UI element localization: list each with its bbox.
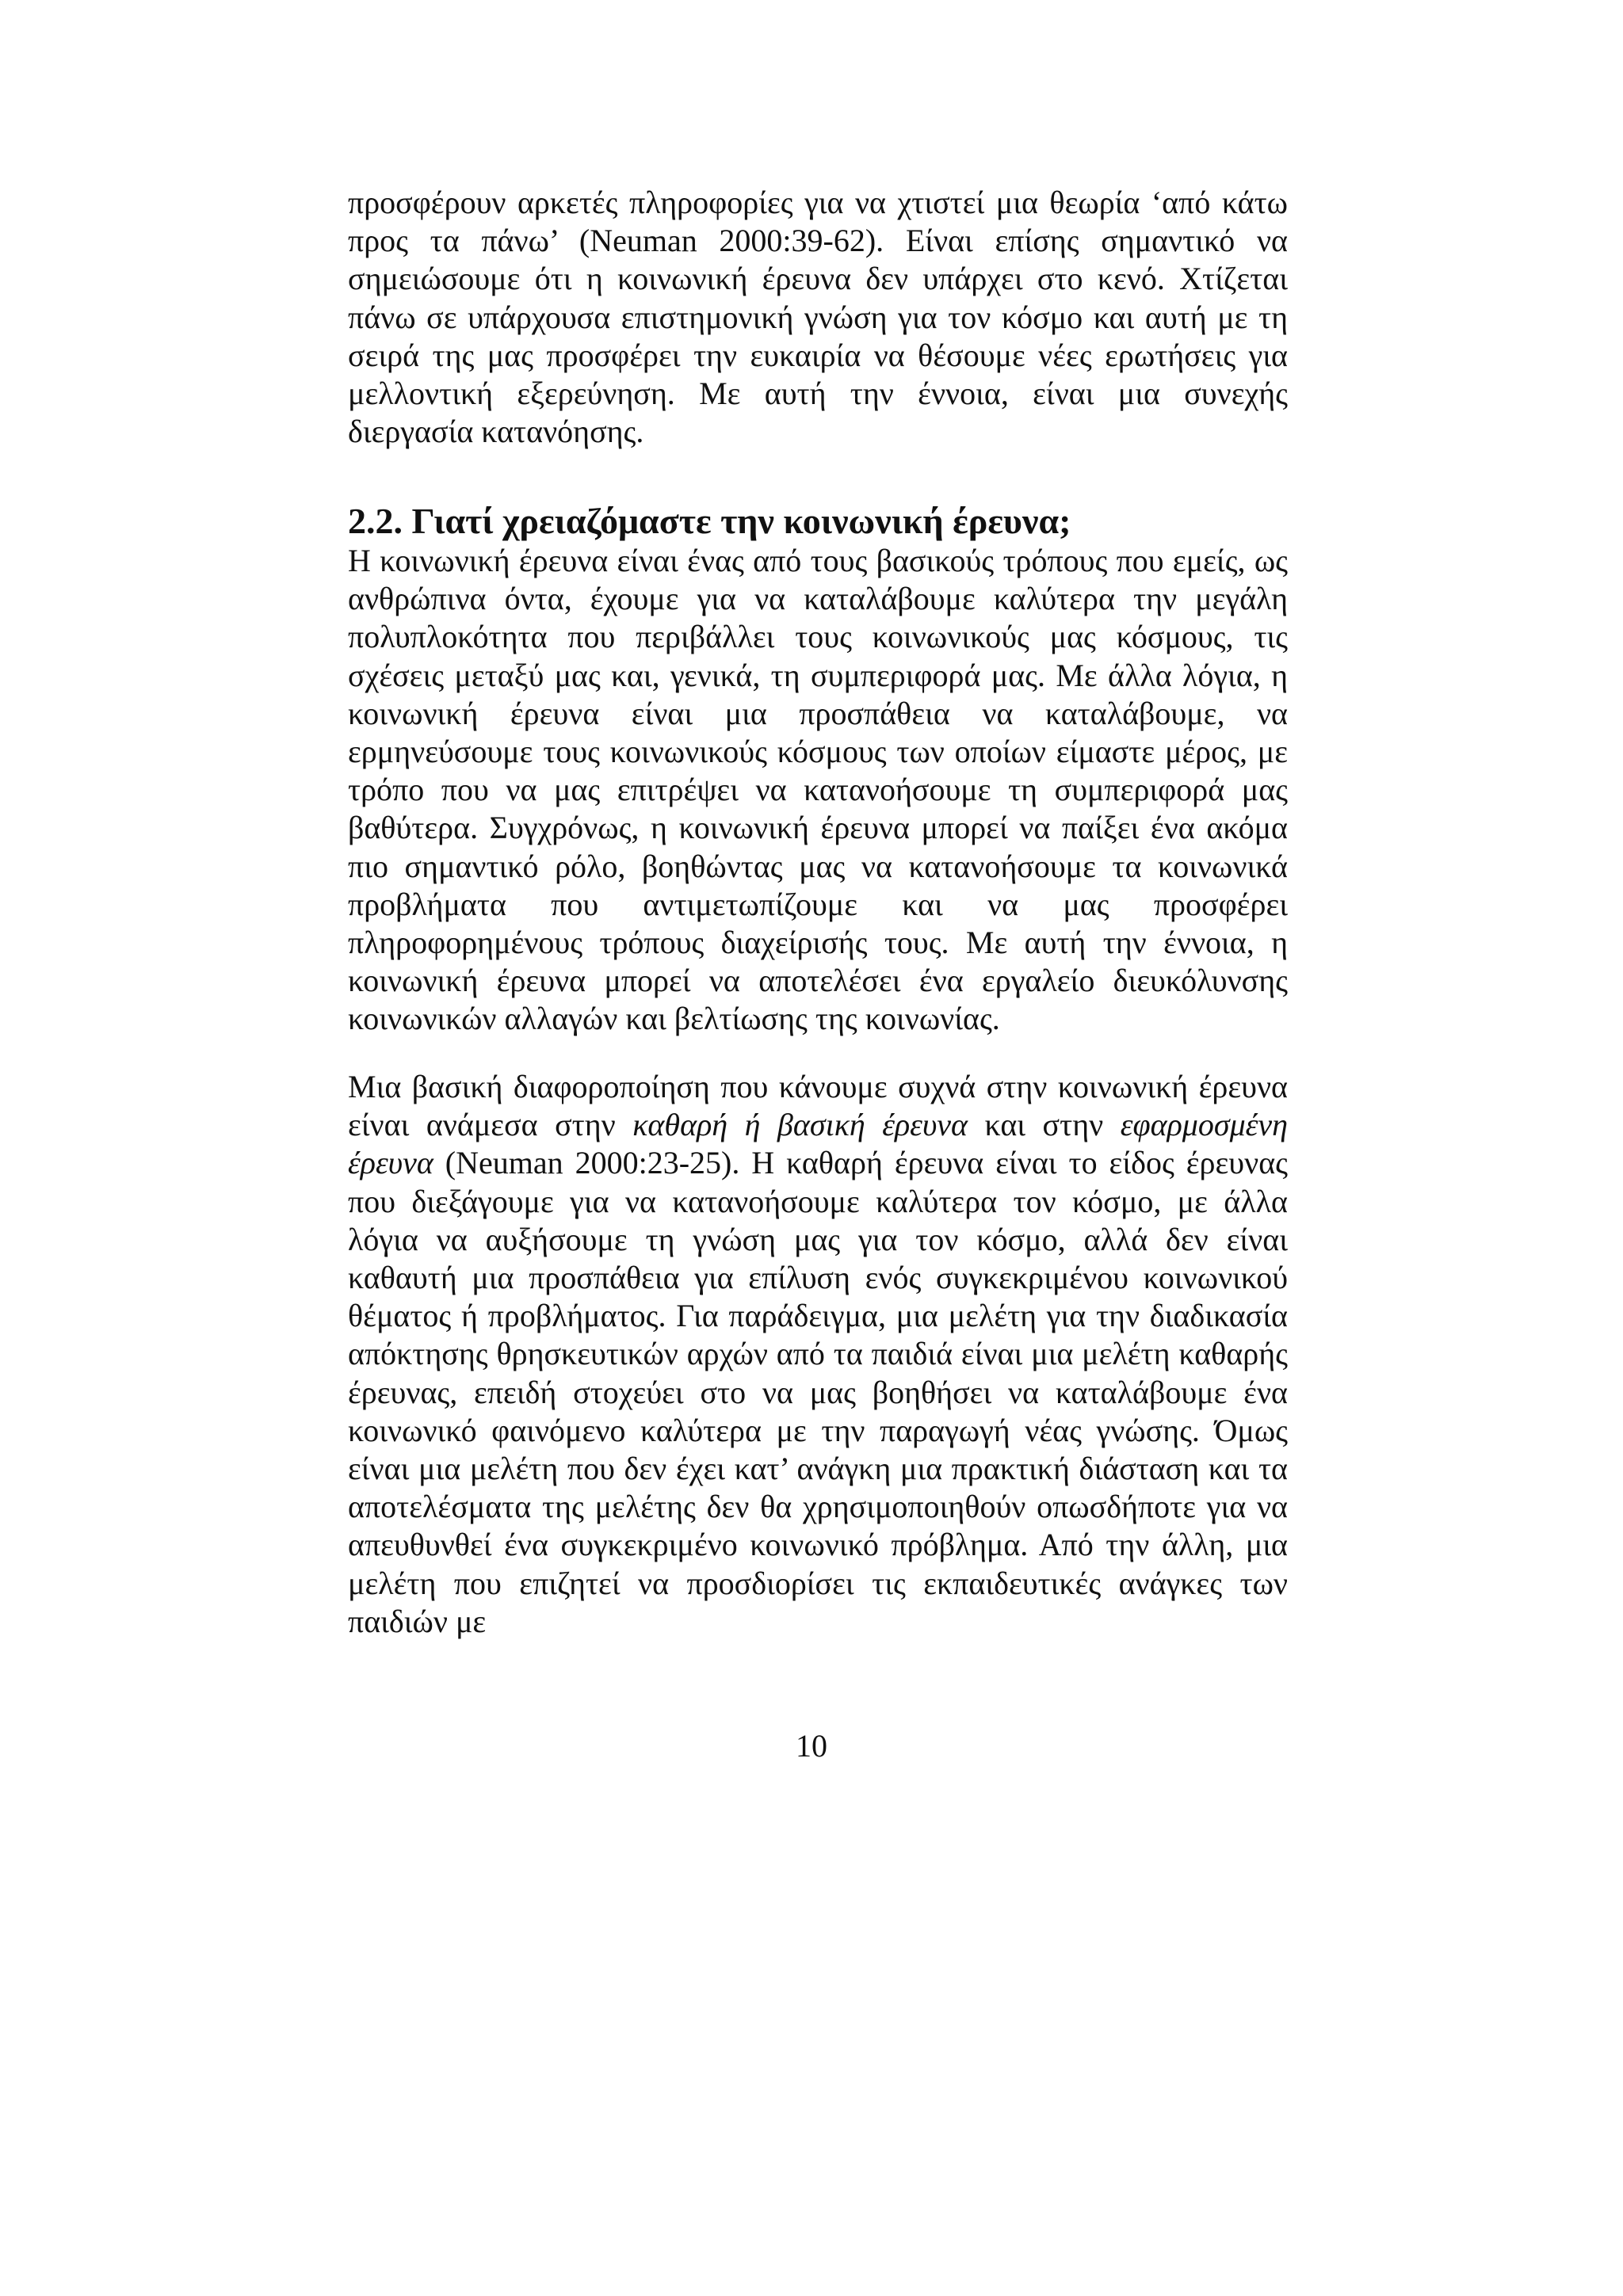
continuation-paragraph: προσφέρουν αρκετές πληροφορίες για να χτιστεί μια θεωρία ‘από κάτω προς τα πάνω’ (Neuman 2000:39-62). Είναι επίσης σημαντικό να σημειώσουμε ότι η κοινωνική έρευνα δεν υπάρχει στο κενό. Χτίζεται πάνω σε υπάρχουσα επιστημονική γνώση για τον κόσμο και αυτή με τη σειρά της μας προσφέρει την ευκαιρία να θέσουμε νέες ερωτήσεις για μελλοντική εξερεύνηση. Με αυτή την έννοια, είναι μια συνεχής διεργασία κατανόησης. <box>348 185 1288 450</box>
page-number: 10 <box>796 1728 827 1764</box>
paragraph-1: Η κοινωνική έρευνα είναι ένας από τους βασικούς τρόπους που εμείς, ως ανθρώπινα όντα, έχουμε για να καταλάβουμε καλύτερα την μεγάλη πολυπλοκότητα που περιβάλλει τους κοινωνικούς μας κόσμους, τις σχέσεις μεταξύ μας και, γενικά, τη συμπεριφορά μας. Με άλλα λόγια, η κοινωνική έρευνα είναι μια προσπάθεια να καταλάβουμε, να ερμηνεύσουμε τους κοινωνικούς κόσμους των οποίων είμαστε μέρος, με τρόπο που να μας επιτρέψει να κατανοήσουμε τη συμπεριφορά μας βαθύτερα. Συγχρόνως, η κοινωνική έρευνα μπορεί να παίξει ένα ακόμα πιο σημαντικό ρόλο, βοηθώντας μας να κατανοήσουμε τα κοινωνικά προβλήματα που αντιμετωπίζουμε και να μας προσφέρει πληροφορημένους τρόπους διαχείρισής τους. Με αυτή την έννοια, η κοινωνική έρευνα μπορεί να αποτελέσει ένα εργαλείο διευκόλυνσης κοινωνικών αλλαγών και βελτίωσης της κοινωνίας. <box>348 543 1288 1037</box>
paragraph-2-connector: και στην <box>968 1107 1121 1143</box>
term-applied-research: εφαρμοσμένη έρευνα <box>348 1107 1289 1181</box>
paragraph-2 <box>348 1068 1288 1641</box>
section-heading: 2.2. Γιατί χρειαζόμαστε την κοινωνική έρευνα; <box>348 501 1071 541</box>
paragraph-2-block <box>348 1068 1288 1641</box>
paragraph-2-body: (Neuman 2000:23-25). Η καθαρή έρευνα είναι το είδος έρευνας που διεξάγουμε για να κατανοήσουμε καλύτερα τον κόσμο, με άλλα λόγια να αυξήσουμε τη γνώση μας για τον κόσμο, αλλά δεν είναι καθαυτή μια προσπάθεια για επίλυση ενός συγκεκριμένου κοινωνικού θέματος ή προβλήματος. Για παράδειγμα, μια μελέτη για την διαδικασία απόκτησης θρησκευτικών αρχών από τα παιδιά είναι μια μελέτη καθαρής έρευνας, επειδή στοχεύει στο να μας βοηθήσει να καταλάβουμε ένα κοινωνικό φαινόμενο καλύτερα με την παραγωγή νέας γνώσης. Όμως είναι μια μελέτη που δεν έχει κατ’ ανάγκη μια πρακτική διάσταση και τα αποτελέσματα της μελέτης δεν θα χρησιμοποιηθούν οπωσδήποτε για να απευθυνθεί ένα συγκεκριμένο κοινωνικό πρόβλημα. Από την άλλη, μια μελέτη που επιζητεί να προσδιορίσει τις εκπαιδευτικές ανάγκες των παιδιών με <box>348 1145 1288 1639</box>
paragraph-2-intro: Μια βασική διαφοροποίηση που κάνουμε συχνά στην κοινωνική έρευνα είναι ανάμεσα στην <box>348 1069 1288 1143</box>
term-basic-research: καθαρή ή βασική έρευνα <box>632 1107 968 1143</box>
paragraph-1-block <box>348 542 1288 1039</box>
continuation-paragraph-block <box>348 184 1288 451</box>
